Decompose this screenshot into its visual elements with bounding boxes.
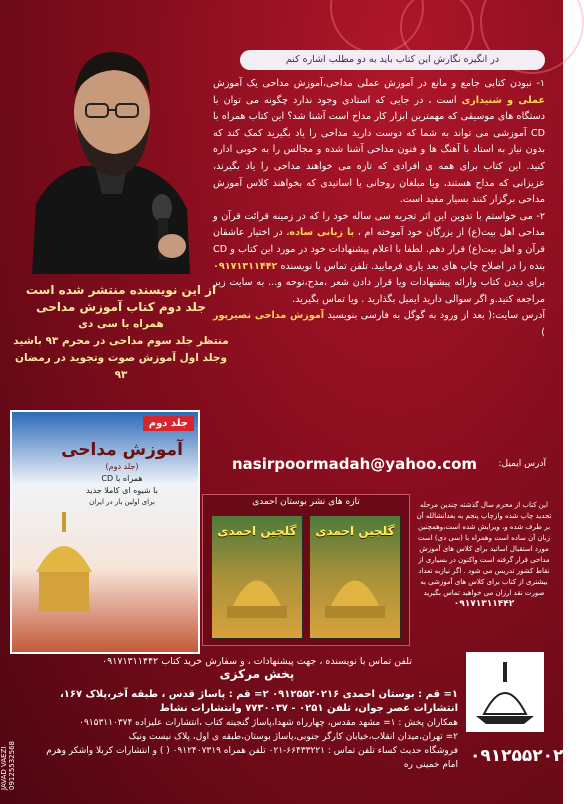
promo-line-4: منتظر جلد سوم مداحی در محرم ۹۳ باشید bbox=[13, 335, 229, 347]
cover-badge: جلد دوم bbox=[143, 416, 194, 431]
cover-subtitle: (جلد دوم) bbox=[105, 462, 139, 471]
cover-note: با شیوه ای کاملا جدید bbox=[86, 486, 158, 495]
para1-part: یک آموزش bbox=[213, 78, 258, 89]
mosque-logo-icon bbox=[466, 652, 544, 732]
publisher-phone: ۰۹۱۲۵۵۲۰۲۱۶ bbox=[470, 746, 584, 766]
promo-block bbox=[8, 282, 234, 384]
footer-addresses bbox=[36, 688, 458, 772]
email-label: آدرس ایمیل: bbox=[498, 459, 546, 469]
author-phone: ۰۹۱۷۱۳۱۱۴۴۲ bbox=[213, 260, 278, 272]
site-line-text: آدرس سایت:( بعد از ورود به گوگل به فارسی بنویسید bbox=[324, 310, 546, 322]
promo-line-2: جلد دوم کتاب آموزش مداحی bbox=[36, 300, 206, 314]
para1-rest: است ، در جایی که استادی وجود ندارد چگونه می توان با دستگاه های موسیقی که مهمترین ابزار کار مداح است آشنا شد؟ این کتاب همراه با CD آموزشی می تواند به شما که دوست دارید مداحی را یاد بگیرید کمک کند که بدون نیاز به استاد با آهنگ ها و فنون مداحی آشنا شده و مجالس را به خوبی اداره کنید. این کتاب برای همه ی افرادی که تازه می خواهند مداحی را یاد بگیرند، عزیزانی که مداح هستند، ویا مبلغان روحانی یا اساتیدی که بخواهند کلاس آموزش مداحی برگزار کنند بسیار مفید است. bbox=[213, 94, 545, 206]
promo-line-1: از این نویسنده منتشر شده است bbox=[25, 283, 217, 297]
site-line bbox=[213, 308, 545, 341]
site-close: ) bbox=[541, 326, 545, 338]
author-photo bbox=[22, 34, 197, 274]
contact-text: تلفن تماس با نویسنده ، جهت پیشنهادات ، و سفارش خرید کتاب ۰۹۱۷۱۳۱۱۴۴۲ bbox=[102, 656, 412, 667]
shrine-icon bbox=[212, 538, 302, 618]
shrine-icon bbox=[310, 538, 400, 618]
footer-line-4: ۲= تهران،میدان انقلاب،خیابان کارگر جنوبی،پاساژ بوستان،طبقه ی اول، پلاک نیست ونیک bbox=[128, 732, 458, 742]
notice-phone: ۰۹۱۷۱۳۱۱۴۴۲ bbox=[453, 599, 515, 609]
new-books-title: تازه های نشر بوستان احمدی bbox=[252, 497, 360, 507]
reprint-notice bbox=[414, 500, 554, 610]
book-cover-1 bbox=[211, 515, 303, 639]
designer-credit: JAVAD VAEZI 09125532568 bbox=[0, 741, 16, 790]
promo-line-5: وجلد اول آموزش صوت وتجوید در رمضان ۹۳ bbox=[15, 352, 227, 381]
para2-mid: ، در اختیار عاشقان قرآن و اهل بیت(ع) قرار دهم. لطفا با اعلام پیشنهادات خود در مورد این کتاب و CD بنده را در اصلاح چاپ های بعد یاری فرمایید. تلفن تماس با نویسنده bbox=[213, 227, 545, 272]
contact-line bbox=[62, 656, 452, 681]
book-cover-image bbox=[10, 410, 200, 654]
new-books-panel bbox=[202, 494, 410, 646]
para2-start: ۲- می خواستم با تدوین این اثر تجربه سی ساله خود را که در زمینه قرائت قرآن و مداحی اهل بیت(ع) از بزرگان خود آموخته ام ، bbox=[213, 210, 545, 239]
para2-highlight: با زبانی ساده bbox=[289, 227, 355, 239]
cover-caption: برای اولین بار در ایران bbox=[89, 498, 155, 506]
footer-line-1: ۱= قم : بوستان احمدی ۰۹۱۲۵۵۲۰۲۱۶ ۲= قم : پاساژ قدس ، طبقه آخر،پلاک ۱۶۷، bbox=[59, 689, 458, 700]
shrine-dome-icon bbox=[24, 512, 104, 612]
footer-line-2: انتشارات عصر جوان، تلفن ۰۲۵۱ - ۷۷۳۰۰۳۷ وانتشارات نشاط bbox=[159, 703, 458, 714]
para1-highlight: عملی و شنیداری bbox=[461, 94, 545, 106]
notice-text: این کتاب از محرم سال گذشته چندین مرحله تجدید چاپ شده وازچاپ پنجم به بعدانشالله آن بر طرف شده و، ویرایش شده است،وهمچنین زبان آن ساده است وهمراه با (سی دی) است مورد استقبال اساتید برای کلاس های آموزش مداحی قرار گرفته است واکنون در بسیاری از نقاط کشور تدریس می شود . اگر نیازبه تعداد بیشتری از کتاب برای کلاس های آموزشی به صورت نقد ارزان می خواهید تماس بگیرید bbox=[416, 501, 552, 597]
footer-line-5: فروشگاه حدیث کساء تلفن تماس : ۶۶۴۳۳۲۲۱-۰۲۱ تلفن همراه ۰۹۱۲۴۰۷۳۱۹ ( ) و انتشارات کربلا واشکر وهرم امام خمینی ره bbox=[46, 746, 458, 770]
footer-line-3: همکاران پخش : ۱= مشهد مقدس، چهارراه شهدا،پاساژ گنجینه کتاب ،انتشارات علیزاده ۰۹۱۵۳۱۱۰۳۷۴ bbox=[79, 718, 458, 728]
promo-line-3: همراه با سی دی bbox=[78, 318, 164, 330]
cover-cd: همراه با CD bbox=[101, 474, 143, 483]
book-cover-2 bbox=[309, 515, 401, 639]
book-2-title: گلچین احمدی bbox=[315, 524, 395, 538]
para2-end: برای دیدن کتاب وارائه پیشنهادات ویا قرار دادن شعر ،مدح،نوحه و... به سایت زیر مراجعه کنید.و اگر سوالی دارید ایمیل بگذارید . ویا تماس بگیرید. bbox=[213, 277, 545, 305]
site-name: آموزش مداحی نصیرپور bbox=[213, 310, 325, 322]
intro-heading: در انگیزه نگارش این کتاب باید به دو مطلب اشاره کنم bbox=[240, 50, 545, 70]
main-description bbox=[213, 76, 545, 342]
para1-start: ۱- نبودن کتابی جامع و مانع در آموزش عملی مداحی،آموزش مداحی bbox=[262, 78, 545, 89]
publisher-logo bbox=[466, 652, 544, 732]
distribution-title: پخش مرکزی bbox=[219, 667, 295, 681]
cover-title: آموزش مداحی bbox=[61, 440, 183, 460]
paragraph-1 bbox=[213, 76, 545, 209]
book-1-title: گلچین احمدی bbox=[217, 524, 297, 538]
email-address[interactable]: nasirpoormadah@yahoo.com bbox=[232, 455, 478, 473]
paragraph-2 bbox=[213, 209, 545, 309]
